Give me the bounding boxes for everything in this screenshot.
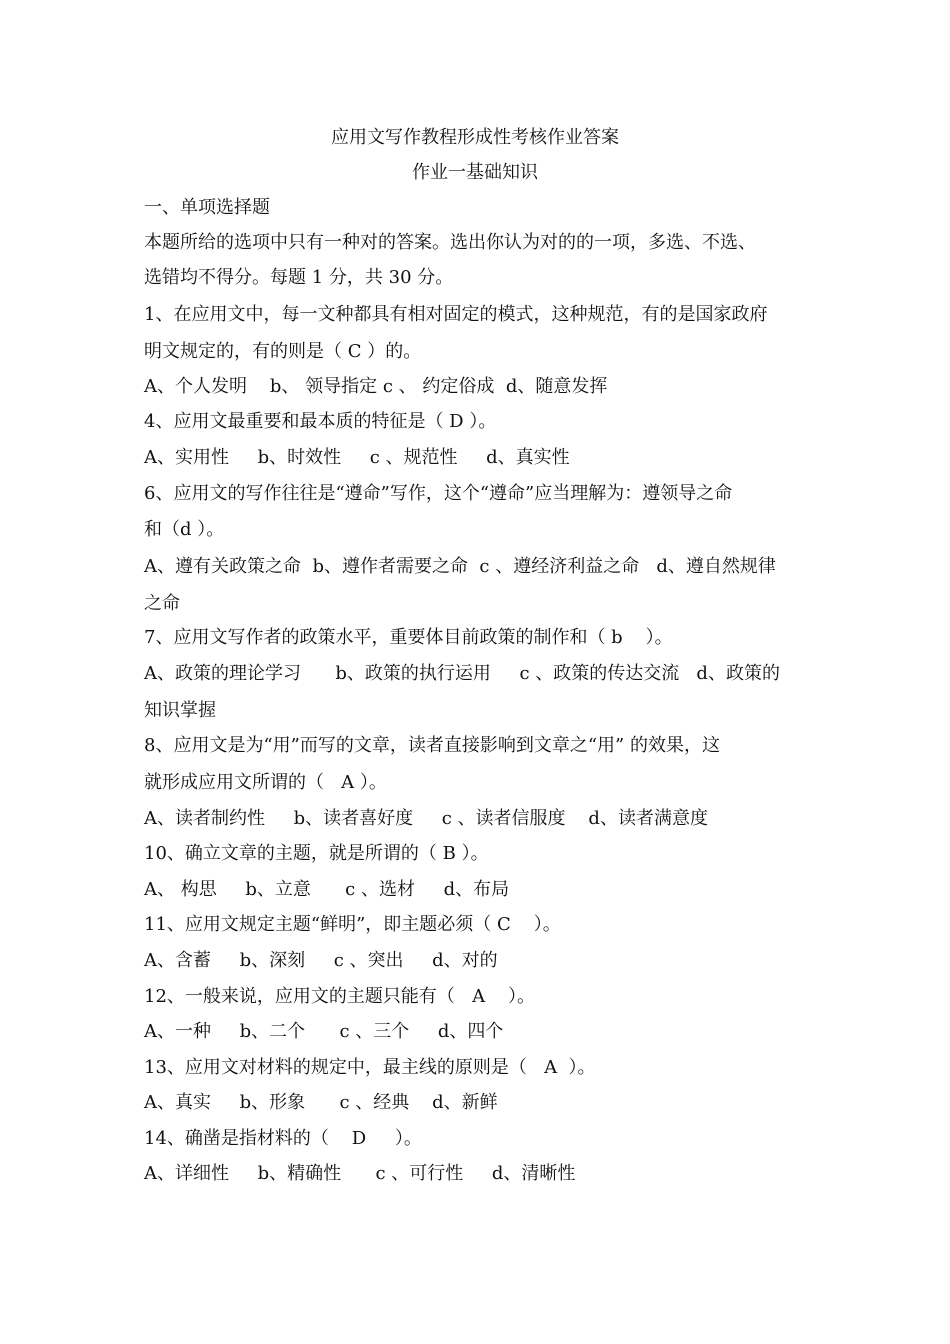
question-stem: 12、一般来说，应用文的主题只能有（ A ）。 xyxy=(144,986,535,1007)
document-subtitle: 作业一基础知识 xyxy=(412,162,538,183)
question-stem: 7、应用文写作者的政策水平，重要体目前政策的制作和（ b ）。 xyxy=(144,627,673,648)
question-stem: 1、在应用文中，每一文种都具有相对固定的模式，这种规范，有的是国家政府 xyxy=(144,304,768,325)
question-stem: 和（d ）。 xyxy=(144,519,225,540)
question-stem: 11、应用文规定主题“鲜明”，即主题必须（ C ）。 xyxy=(144,914,561,935)
question-options: A、真实 b、形象 c 、经典 d、新鲜 xyxy=(144,1092,498,1113)
question-options: 之命 xyxy=(144,593,180,614)
instructions-line: 本题所给的选项中只有一种对的答案。选出你认为对的的一项，多选、不选、 xyxy=(144,232,756,253)
question-stem: 10、确立文章的主题，就是所谓的（ B ）。 xyxy=(144,843,489,864)
question-stem: 就形成应用文所谓的（ A ）。 xyxy=(144,772,387,793)
question-stem: 4、应用文最重要和最本质的特征是（ D ）。 xyxy=(144,411,497,432)
question-options: A、含蓄 b、深刻 c 、突出 d、对的 xyxy=(144,950,498,971)
question-options: A、个人发明 b、 领导指定 c 、 约定俗成 d、随意发挥 xyxy=(144,376,608,397)
question-stem: 13、应用文对材料的规定中，最主线的原则是（ A ）。 xyxy=(144,1057,596,1078)
question-options: A、政策的理论学习 b、政策的执行运用 c 、政策的传达交流 d、政策的 xyxy=(144,663,780,684)
question-options: A、遵有关政策之命 b、遵作者需要之命 c 、遵经济利益之命 d、遵自然规律 xyxy=(144,556,776,577)
question-options: A、详细性 b、精确性 c 、可行性 d、清晰性 xyxy=(144,1163,576,1184)
question-stem: 14、确凿是指材料的（ D ）。 xyxy=(144,1128,422,1149)
question-options: 知识掌握 xyxy=(144,700,216,721)
question-options: A、 构思 b、立意 c 、选材 d、布局 xyxy=(144,879,510,900)
instructions-line: 选错均不得分。每题 1 分，共 30 分。 xyxy=(144,267,454,288)
question-options: A、实用性 b、时效性 c 、规范性 d、真实性 xyxy=(144,447,570,468)
question-stem: 6、应用文的写作往往是“遵命”写作，这个“遵命”应当理解为：遵领导之命 xyxy=(144,483,733,504)
document-title: 应用文写作教程形成性考核作业答案 xyxy=(331,127,619,148)
section-heading: 一、单项选择题 xyxy=(144,197,270,218)
question-stem: 明文规定的，有的则是（ C ）的。 xyxy=(144,341,422,362)
question-options: A、一种 b、二个 c 、三个 d、四个 xyxy=(144,1021,504,1042)
question-options: A、读者制约性 b、读者喜好度 c 、读者信服度 d、读者满意度 xyxy=(144,808,708,829)
question-stem: 8、应用文是为“用”而写的文章，读者直接影响到文章之“用” 的效果，这 xyxy=(144,735,720,756)
